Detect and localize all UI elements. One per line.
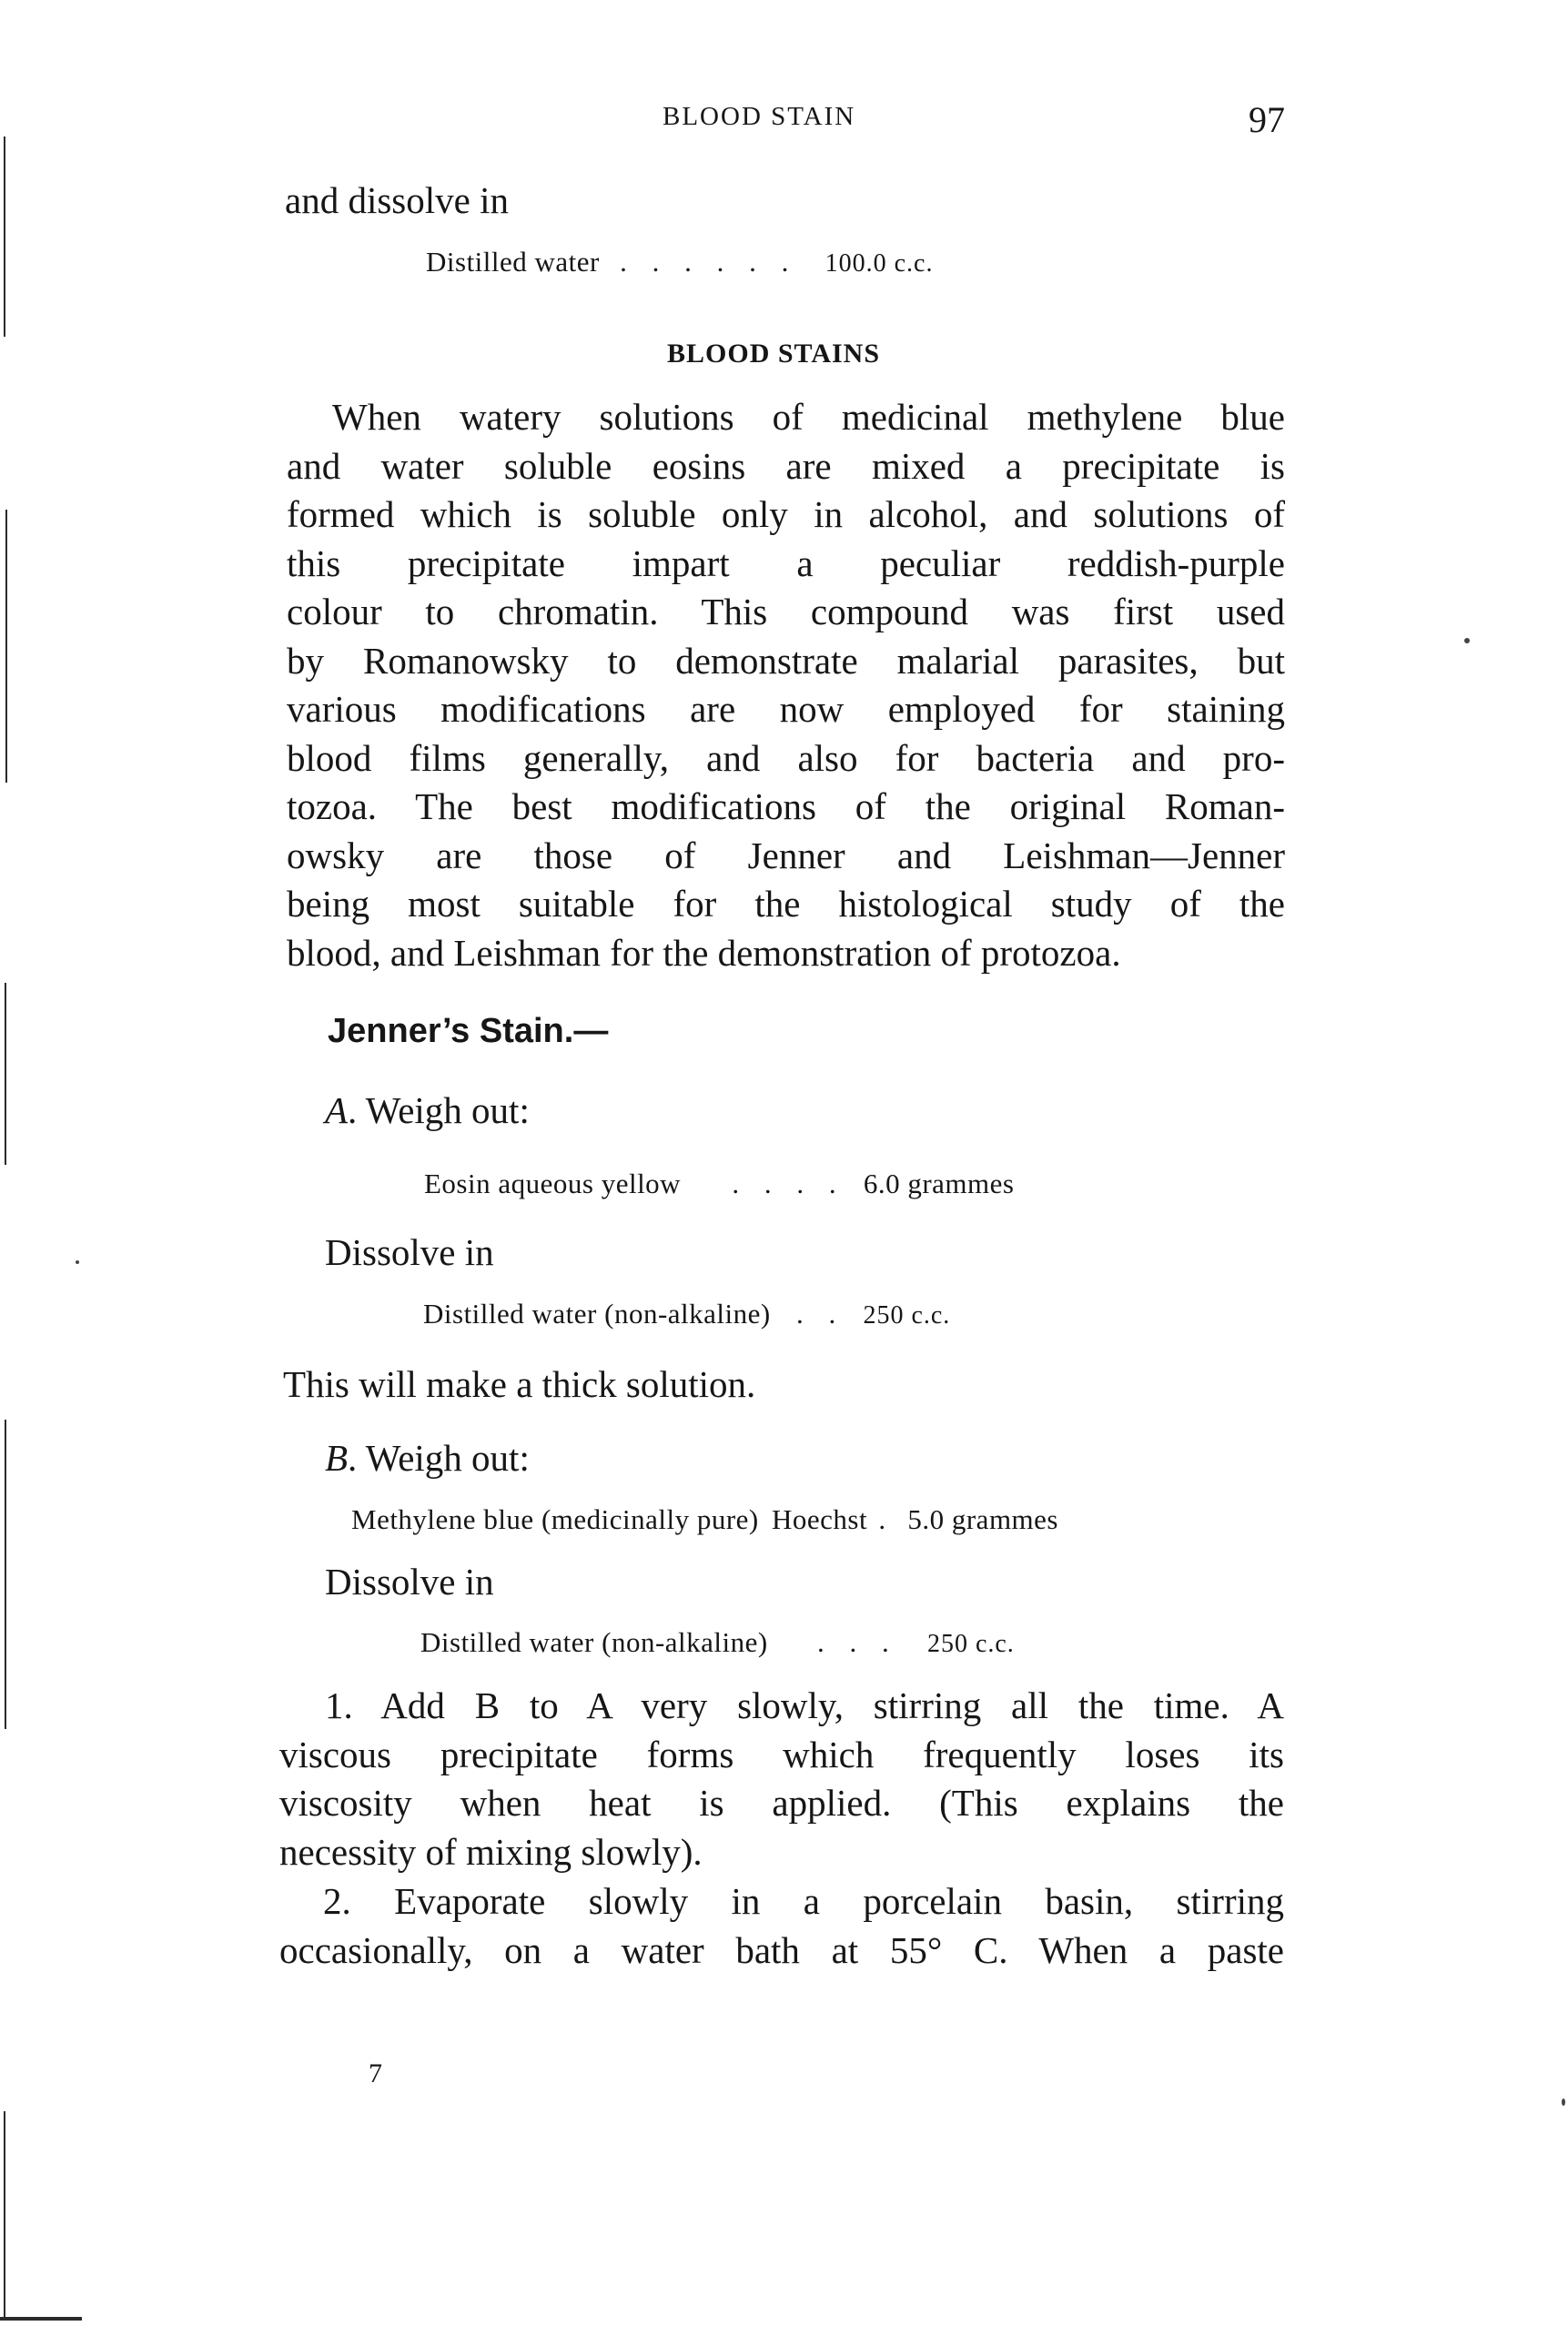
step-letter: A [325, 1089, 349, 1131]
binding-edge-mark [4, 2111, 5, 2321]
ingredient-name: Distilled water [426, 246, 600, 278]
step-text: . Weigh out: [348, 1089, 530, 1131]
step-line: viscosity when heat is applied. (This explains the [279, 1782, 1284, 1824]
step-b-solvent-row [420, 1626, 1015, 1659]
binding-edge-mark [5, 510, 7, 783]
body-paragraph [287, 393, 1285, 977]
ingredient-name: Eosin aqueous yellow [424, 1168, 682, 1199]
page-speck [1562, 2098, 1565, 2106]
page-speck [1464, 638, 1470, 643]
binding-edge-mark [5, 1420, 6, 1729]
solvent-amount: 250 c.c. [863, 1301, 951, 1330]
step-1 [279, 1682, 1284, 1876]
step-2 [279, 1877, 1284, 1975]
ingredient-brand: Hoechst [772, 1503, 868, 1535]
paragraph-line: being most suitable for the histological study of the [287, 883, 1285, 925]
page-speck [76, 1260, 79, 1264]
paragraph-line: owsky are those of Jenner and Leishman—Jenner [287, 834, 1285, 876]
leader-dots: . . . . . . [620, 246, 798, 278]
solvent-name: Distilled water (non-alkaline) [420, 1626, 768, 1658]
step-b-label [325, 1436, 530, 1480]
step-a-dissolve: Dissolve in [325, 1231, 494, 1273]
subsection-title: Jenner’s Stain.— [328, 1012, 609, 1050]
paragraph-line: tozoa. The best modifications of the original Roman- [287, 785, 1285, 827]
step-line: 2. Evaporate slowly in a porcelain basin, stirring [323, 1880, 1284, 1922]
step-a-solvent-row [423, 1298, 950, 1330]
paragraph-line: blood films generally, and also for bacteria and pro- [287, 736, 1285, 779]
step-line: occasionally, on a water bath at 55° C. When a paste [279, 1928, 1284, 1971]
step-b-ingredient-row [351, 1503, 1058, 1536]
binding-edge-mark [5, 983, 6, 1165]
leader-dots: . [878, 1503, 895, 1535]
paragraph-line: various modifications are now employed for staining [287, 688, 1285, 730]
paragraph-line: blood, and Leishman for the demonstration of protozoa. [287, 931, 1121, 974]
step-line: viscous precipitate forms which frequently loses its [279, 1733, 1284, 1775]
step-a-label [325, 1088, 530, 1132]
leader-dots: . . . [816, 1626, 898, 1658]
paragraph-line: colour to chromatin. This compound was first used [287, 591, 1285, 632]
step-b-dissolve: Dissolve in [325, 1561, 494, 1603]
leader-dots: . . [795, 1298, 845, 1330]
leader-dots: . . . . [732, 1168, 845, 1199]
thick-solution-note: This will make a thick solution. [283, 1363, 756, 1405]
section-heading: BLOOD STAINS [667, 339, 881, 369]
ingredient-name: Methylene blue (medicinally pure) [351, 1503, 759, 1535]
step-line: 1. Add B to A very slowly, stirring all the time. A [325, 1684, 1284, 1726]
step-line: necessity of mixing slowly). [279, 1830, 703, 1873]
solvent-name: Distilled water (non-alkaline) [423, 1298, 771, 1330]
paragraph-line: and water soluble eosins are mixed a precipitate is [287, 444, 1285, 487]
signature-mark: 7 [369, 2058, 382, 2088]
paragraph-line: When watery solutions of medicinal methylene blue [332, 396, 1285, 438]
step-letter: B [325, 1437, 349, 1479]
paragraph-line: formed which is soluble only in alcohol, and solutions of [287, 493, 1285, 535]
running-head: BLOOD STAIN [663, 102, 856, 131]
binding-edge-mark [4, 137, 5, 337]
intro-line: and dissolve in [285, 179, 509, 221]
ingredient-amount: 100.0 c.c. [824, 249, 934, 278]
intro-ingredient-row [426, 246, 933, 278]
paragraph-line: this precipitate impart a peculiar reddish-purple [287, 541, 1285, 584]
step-a-ingredient-row [424, 1168, 1014, 1200]
paragraph-line: by Romanowsky to demonstrate malarial parasites, but [287, 639, 1285, 682]
ingredient-amount: 5.0 grammes [907, 1503, 1058, 1535]
ingredient-amount: 6.0 grammes [863, 1168, 1015, 1199]
corner-shadow [0, 2317, 82, 2321]
page-number: 97 [1249, 99, 1285, 140]
solvent-amount: 250 c.c. [926, 1630, 1015, 1658]
step-text: . Weigh out: [348, 1437, 530, 1479]
